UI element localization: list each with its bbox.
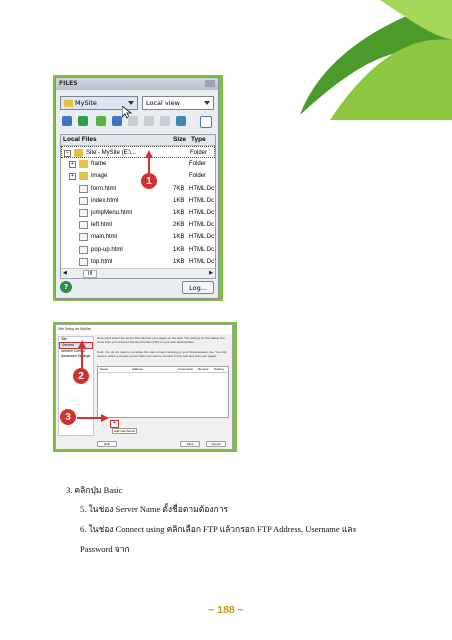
site-folder-icon bbox=[74, 149, 83, 157]
view-select[interactable] bbox=[142, 96, 214, 110]
file-name: main.html bbox=[91, 234, 118, 241]
log-button[interactable]: Log... bbox=[182, 281, 214, 294]
scroll-right-icon[interactable]: ▶ bbox=[209, 270, 213, 276]
synchronize-icon[interactable] bbox=[176, 116, 186, 126]
file-type: Folder bbox=[189, 173, 207, 180]
file-size: 7KB bbox=[173, 185, 185, 192]
dialog-note-text: Note: You do not need to complete this step to begin working on your Dreamweaver site. You only need to define a remote server when you want to connect to the web and post your pages. bbox=[97, 350, 227, 358]
help-icon[interactable]: ? bbox=[60, 281, 72, 293]
add-server-tooltip: Add new Server bbox=[114, 429, 136, 433]
html-file-icon bbox=[79, 258, 88, 266]
put-files-icon[interactable] bbox=[112, 116, 122, 126]
html-file-icon bbox=[79, 209, 88, 217]
files-title-text: FILES bbox=[59, 80, 78, 87]
marker-arrow-icon bbox=[77, 413, 109, 423]
step-marker-1: 1 bbox=[140, 172, 158, 190]
view-select-value: Local view bbox=[146, 99, 180, 107]
file-type: HTML Dc bbox=[189, 197, 215, 204]
file-name: left.html bbox=[91, 222, 113, 229]
file-row[interactable] bbox=[61, 244, 215, 256]
file-type: HTML Dc bbox=[189, 209, 215, 216]
file-size: 1KB bbox=[173, 258, 185, 265]
file-type: HTML Dc bbox=[189, 246, 215, 253]
file-type: HTML Dc bbox=[189, 185, 215, 192]
file-size: 1KB bbox=[173, 209, 185, 216]
file-name: form.html bbox=[91, 185, 117, 192]
dialog-title: Site Setup for MySite bbox=[56, 325, 232, 334]
save-button[interactable]: Save bbox=[180, 441, 200, 447]
horizontal-scrollbar[interactable] bbox=[61, 268, 215, 278]
file-name: frame bbox=[91, 161, 107, 168]
files-status-bar bbox=[60, 281, 214, 295]
html-file-icon bbox=[79, 233, 88, 241]
file-row[interactable] bbox=[61, 207, 215, 219]
file-type: HTML Dc bbox=[189, 258, 215, 265]
category-servers[interactable]: Servers bbox=[59, 342, 93, 349]
refresh-icon[interactable] bbox=[78, 116, 88, 126]
column-type[interactable]: Type bbox=[191, 136, 206, 143]
th-address: Address bbox=[132, 367, 144, 371]
scroll-thumb[interactable]: III bbox=[83, 270, 97, 278]
server-table bbox=[97, 366, 229, 418]
file-size: 1KB bbox=[173, 246, 185, 253]
check-out-icon[interactable] bbox=[128, 116, 138, 126]
file-name: index.html bbox=[91, 197, 119, 204]
root-row[interactable] bbox=[61, 146, 215, 158]
folder-icon bbox=[64, 100, 73, 107]
category-site[interactable]: Site bbox=[61, 337, 68, 341]
file-name: jumpMenu.html bbox=[91, 209, 133, 216]
check-in-icon[interactable] bbox=[144, 116, 154, 126]
html-file-icon bbox=[79, 221, 88, 229]
help-button[interactable]: Help bbox=[97, 441, 117, 447]
file-row[interactable] bbox=[61, 219, 215, 231]
folder-icon bbox=[79, 160, 88, 168]
file-list-header bbox=[61, 135, 215, 146]
file-row[interactable] bbox=[61, 195, 215, 207]
file-row[interactable] bbox=[61, 183, 215, 195]
file-size: 2KB bbox=[173, 222, 185, 229]
th-remote: Remote bbox=[198, 367, 209, 371]
file-size: 1KB bbox=[173, 234, 185, 241]
file-name: top.html bbox=[91, 258, 113, 265]
instruction-step-3: 3. คลิกปุ่ม Basic bbox=[66, 485, 123, 495]
file-name: pop-up.html bbox=[91, 246, 123, 253]
file-size: 1KB bbox=[173, 197, 185, 204]
file-list bbox=[60, 134, 216, 279]
column-size[interactable]: Size bbox=[173, 136, 187, 143]
html-file-icon bbox=[79, 185, 88, 193]
chevron-down-icon bbox=[128, 101, 134, 105]
file-name: image bbox=[91, 173, 108, 180]
file-type: HTML Dc bbox=[189, 222, 215, 229]
file-row[interactable] bbox=[61, 170, 215, 182]
th-testing: Testing bbox=[214, 367, 224, 371]
files-panel bbox=[55, 77, 219, 299]
expand-folder-icon[interactable]: + bbox=[69, 173, 76, 180]
dialog-intro-text: Here you'll select the server that will host your pages on the web. The settings for this dialog box come from your Internet Service Provider (ISP) or your web administrator. bbox=[97, 336, 225, 344]
server-table-header bbox=[98, 367, 228, 373]
files-panel-screenshot bbox=[53, 75, 223, 301]
root-row-name: Site - MySite (E:\... bbox=[86, 150, 137, 156]
category-version-control[interactable]: Version Control bbox=[61, 349, 85, 353]
file-row[interactable] bbox=[61, 158, 215, 170]
folder-icon bbox=[79, 172, 88, 180]
root-row-type: Folder bbox=[190, 150, 208, 156]
files-toolbar bbox=[60, 114, 215, 130]
step-marker-2: 2 bbox=[72, 367, 90, 385]
get-files-icon[interactable] bbox=[96, 116, 106, 126]
html-file-icon bbox=[79, 197, 88, 205]
instruction-step-6: 6. ในช่อง Connect using คลิกเลือก FTP แล้วกรอก FTP Address, Username และ bbox=[80, 524, 358, 534]
step-marker-3: 3 bbox=[59, 408, 77, 426]
marker-arrow-icon bbox=[77, 340, 87, 370]
connect-icon[interactable] bbox=[62, 116, 72, 126]
file-row[interactable] bbox=[61, 231, 215, 243]
chevron-down-icon bbox=[204, 101, 210, 105]
cancel-button[interactable]: Cancel bbox=[206, 441, 226, 447]
expand-icon[interactable] bbox=[200, 116, 212, 128]
instruction-step-5: 5. ในช่อง Server Name ตั้งชื่อตามต้องการ bbox=[80, 504, 229, 514]
html-file-icon bbox=[79, 246, 88, 254]
file-row[interactable] bbox=[61, 256, 215, 268]
marker-arrow-icon bbox=[144, 150, 154, 174]
file-type: Folder bbox=[189, 161, 207, 168]
instruction-step-6-continued: Password จาก bbox=[80, 544, 130, 554]
site-select-value: MySite bbox=[75, 99, 97, 107]
column-local-files[interactable]: Local Files bbox=[63, 136, 97, 143]
expand-folder-icon[interactable]: + bbox=[69, 161, 76, 168]
file-type: HTML Dc bbox=[189, 234, 215, 241]
collapse-icon[interactable]: − bbox=[64, 150, 71, 157]
panel-menu-icon[interactable] bbox=[205, 80, 215, 87]
category-advanced-settings[interactable]: Advanced Settings bbox=[61, 354, 91, 358]
files-panel-title bbox=[56, 78, 218, 90]
page-number: ~ 188 ~ bbox=[208, 604, 244, 616]
add-server-icon[interactable]: + bbox=[110, 420, 119, 428]
th-name: Name bbox=[100, 367, 109, 371]
scroll-left-icon[interactable]: ◀ bbox=[63, 270, 67, 276]
site-setup-screenshot bbox=[53, 322, 237, 452]
th-connection: Connection bbox=[178, 367, 194, 371]
sync-icon[interactable] bbox=[160, 116, 170, 126]
